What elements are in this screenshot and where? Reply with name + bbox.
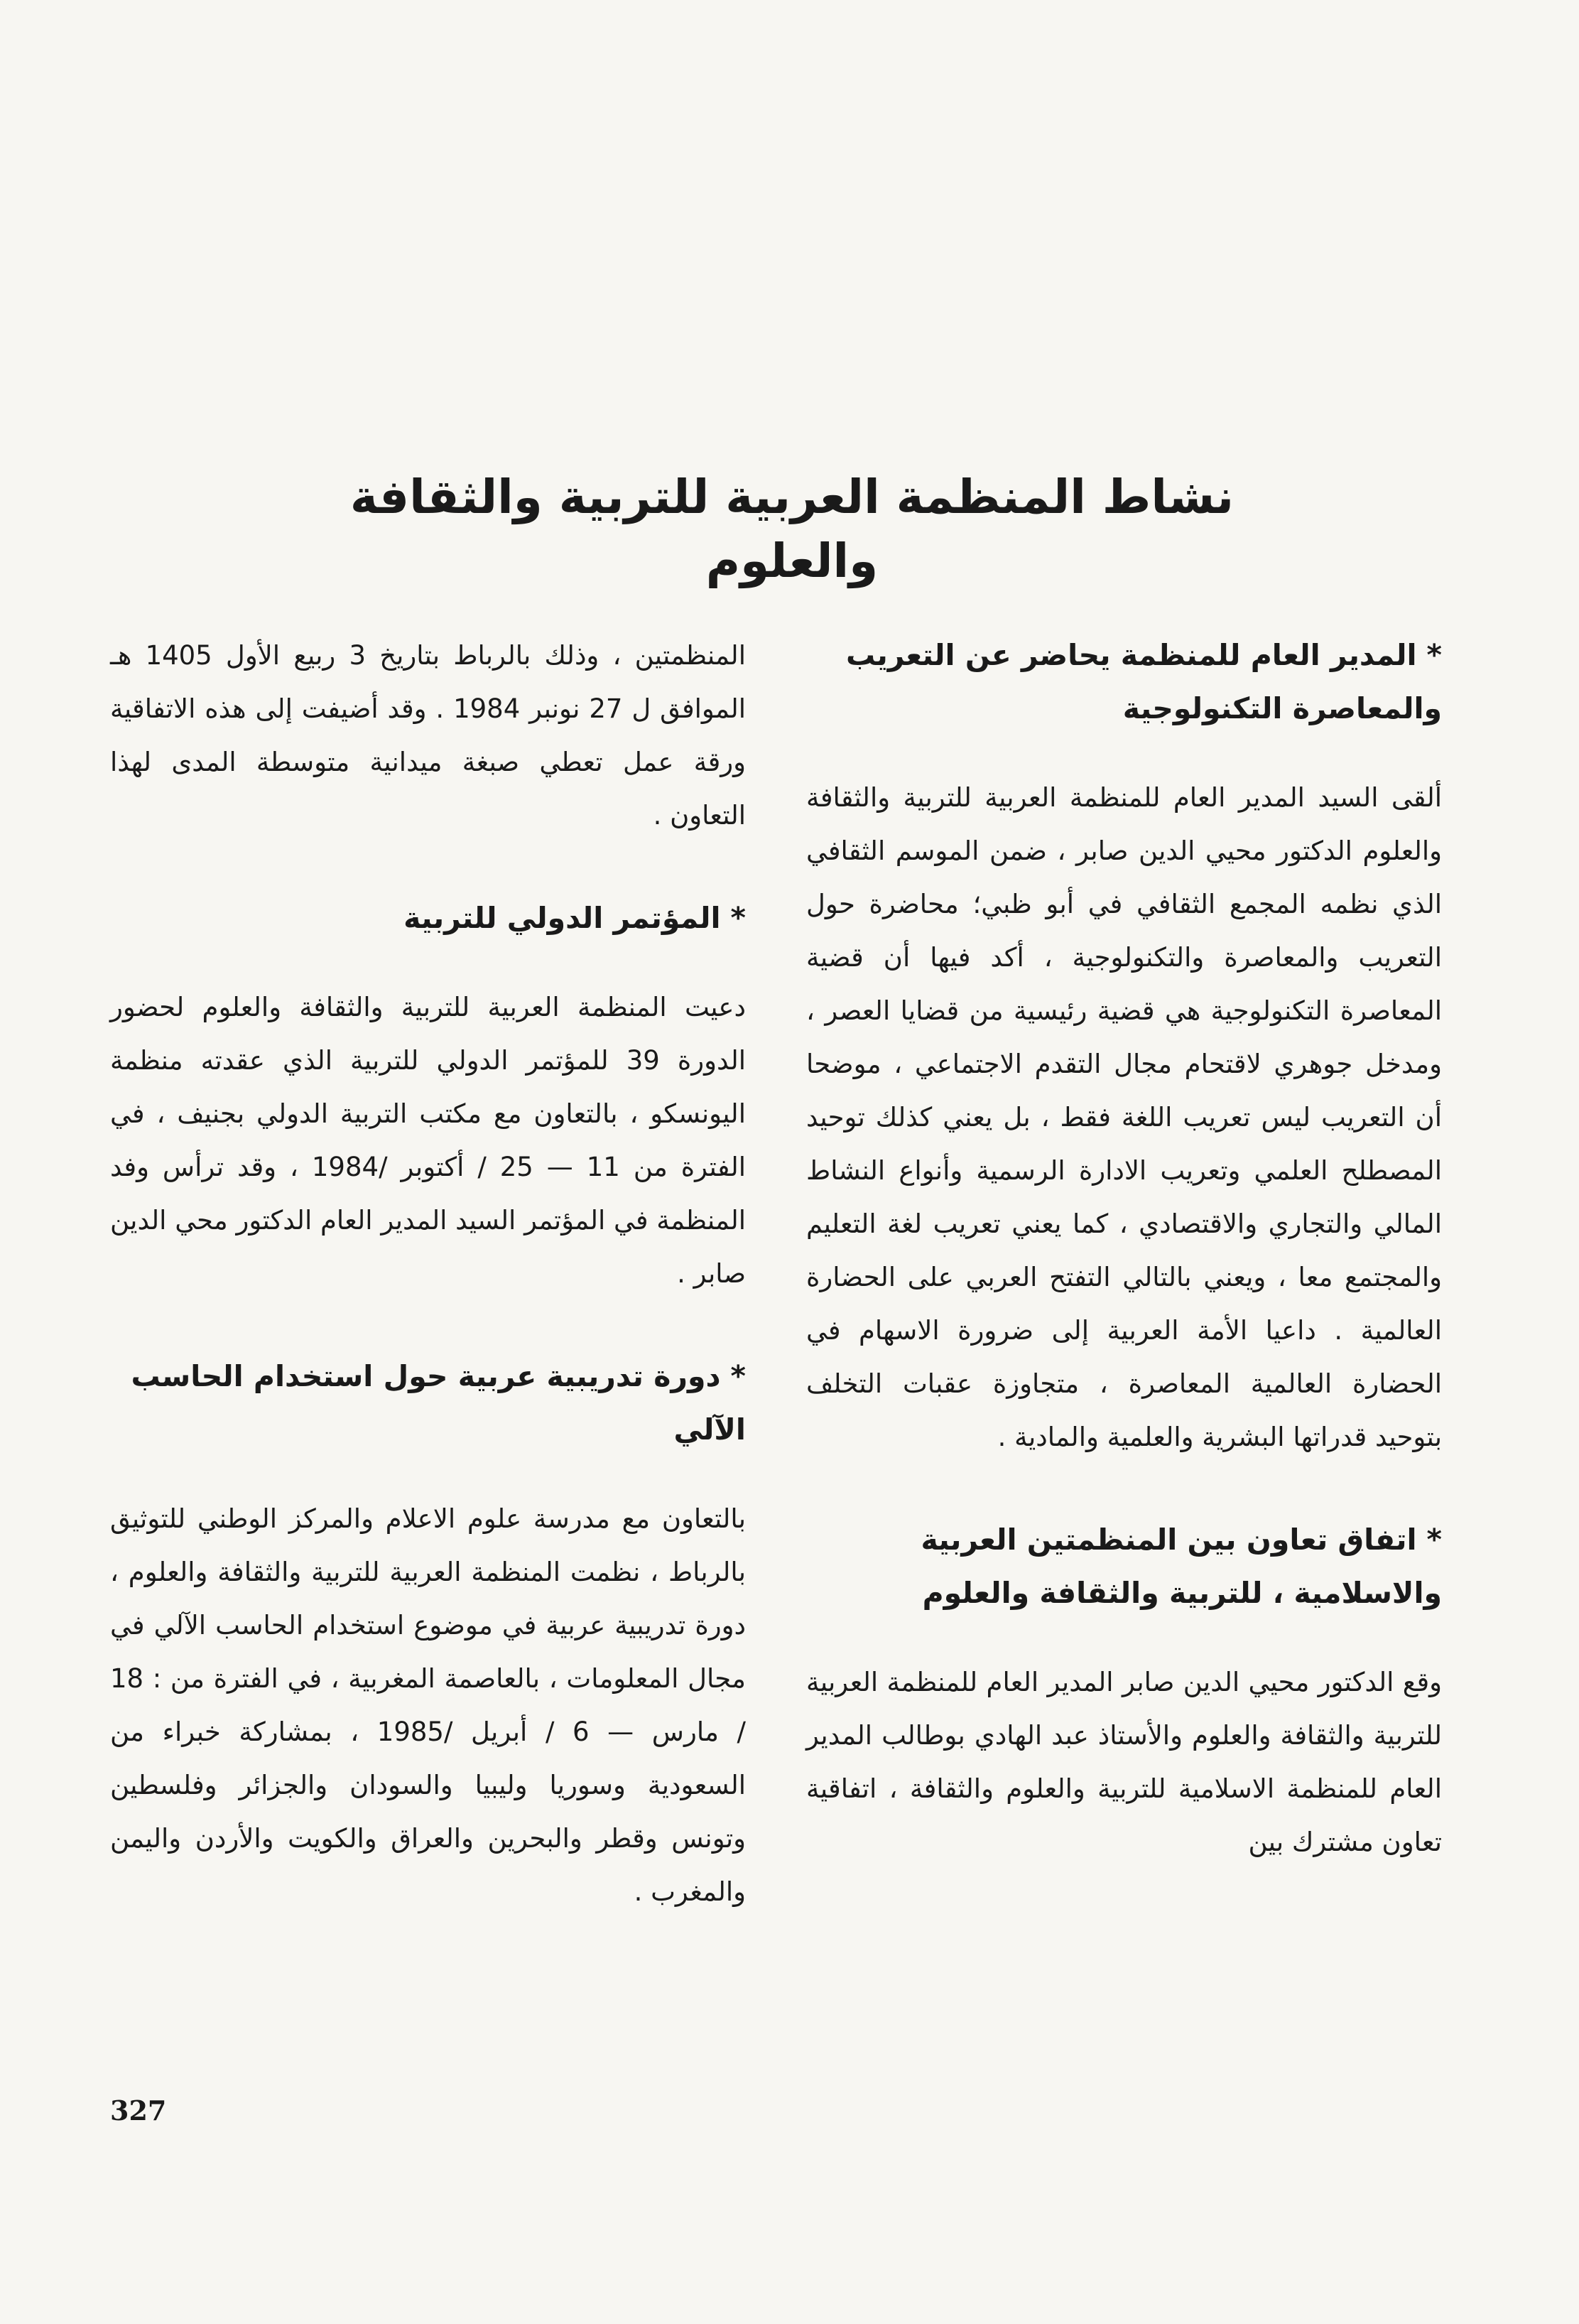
section-international-conference (110, 892, 746, 1300)
heading-text: اتفاق تعاون بين المنظمتين العربية والاسلامية ، للتربية والثقافة والعلوم (921, 1523, 1442, 1610)
heading-text: المدير العام للمنظمة يحاضر عن التعريب والمعاصرة التكنولوجية (845, 638, 1442, 725)
section-body: وقع الدكتور محيي الدين صابر المدير العام للمنظمة العربية للتربية والثقافة والعلوم والأستاذ عبد الهادي بوطالب المدير العام للمنظمة الاسلامية للتربية والعلوم والثقافة ، اتفاقية تعاون مشترك بين (806, 1667, 1442, 1857)
section-body: ألقى السيد المدير العام للمنظمة العربية للتربية والثقافة والعلوم الدكتور محيي الدين صابر ، ضمن الموسم الثقافي الذي نظمه المجمع الثقافي في أبو ظبي؛ محاضرة حول التعريب والمعاصرة والتكنولوجية ، أكد فيها أن قضية المعاصرة التكنولوجية هي قضية رئيسية من قضايا العصر ، ومدخل جوهري لاقتحام مجال التقدم الاجتماعي ، موضحا أن التعريب ليس تعريب اللغة فقط ، بل يعني كذلك توحيد المصطلح العلمي وتعريب الادارة الرسمية وأنواع النشاط المالي والتجاري والاقتصادي ، كما يعني تعريب لغة التعليم والمجتمع معا ، ويعني بالتالي التفتح العربي على الحضارة العالمية . داعيا الأمة العربية إلى ضرورة الاسهام في الحضارة العالمية المعاصرة ، متجاوزة عقبات التخلف بتوحيد قدراتها البشرية والعلمية والمادية . (806, 782, 1442, 1452)
section-director-lecture (806, 629, 1442, 1464)
bullet-star: * (730, 1359, 746, 1393)
bullet-star: * (730, 901, 746, 935)
continuation-paragraph: المنظمتين ، وذلك بالرباط بتاريخ 3 ربيع الأول 1405 هـ الموافق ل 27 نونبر 1984 . وقد أضيفت إلى هذه الاتفاقية ورقة عمل تعطي صبغة ميدانية متوسطة المدى لهذا التعاون . (110, 640, 746, 831)
page-title: نشاط المنظمة العربية للتربية والثقافة والعلوم (349, 470, 1235, 588)
right-column (806, 629, 1442, 1918)
bullet-star: * (1426, 1523, 1442, 1557)
section-heading (110, 1350, 746, 1456)
section-computer-training (110, 1350, 746, 1918)
page-number: 327 (110, 2095, 167, 2126)
section-heading (110, 892, 746, 945)
heading-text: المؤتمر الدولي للتربية (403, 901, 721, 935)
section-cooperation-agreement (806, 1513, 1442, 1869)
left-column (110, 629, 746, 1968)
section-heading (806, 1513, 1442, 1620)
heading-text: دورة تدريبية عربية حول استخدام الحاسب الآلي (131, 1359, 746, 1447)
section-body: بالتعاون مع مدرسة علوم الاعلام والمركز الوطني للتوثيق بالرباط ، نظمت المنظمة العربية للتربية والثقافة والعلوم ، دورة تدريبية عربية في موضوع استخدام الحاسب الآلي في مجال المعلومات ، بالعاصمة المغربية ، في الفترة من : 18 / مارس — 6 / أبريل /1985 ، بمشاركة خبراء من السعودية وسوريا وليبيا والسودان والجزائر وفلسطين وتونس وقطر والبحرين والعراق والكويت والأردن واليمن والمغرب . (110, 1503, 746, 1907)
section-heading (806, 629, 1442, 735)
bullet-star: * (1426, 638, 1442, 672)
section-body: دعيت المنظمة العربية للتربية والثقافة والعلوم لحضور الدورة 39 للمؤتمر الدولي للتربية الذي عقدته منظمة اليونسكو ، بالتعاون مع مكتب التربية الدولي بجنيف ، في الفترة من 11 — 25 / أكتوبر /1984 ، وقد ترأس وفد المنظمة في المؤتمر السيد المدير العام الدكتور محي الدين صابر . (110, 992, 747, 1289)
